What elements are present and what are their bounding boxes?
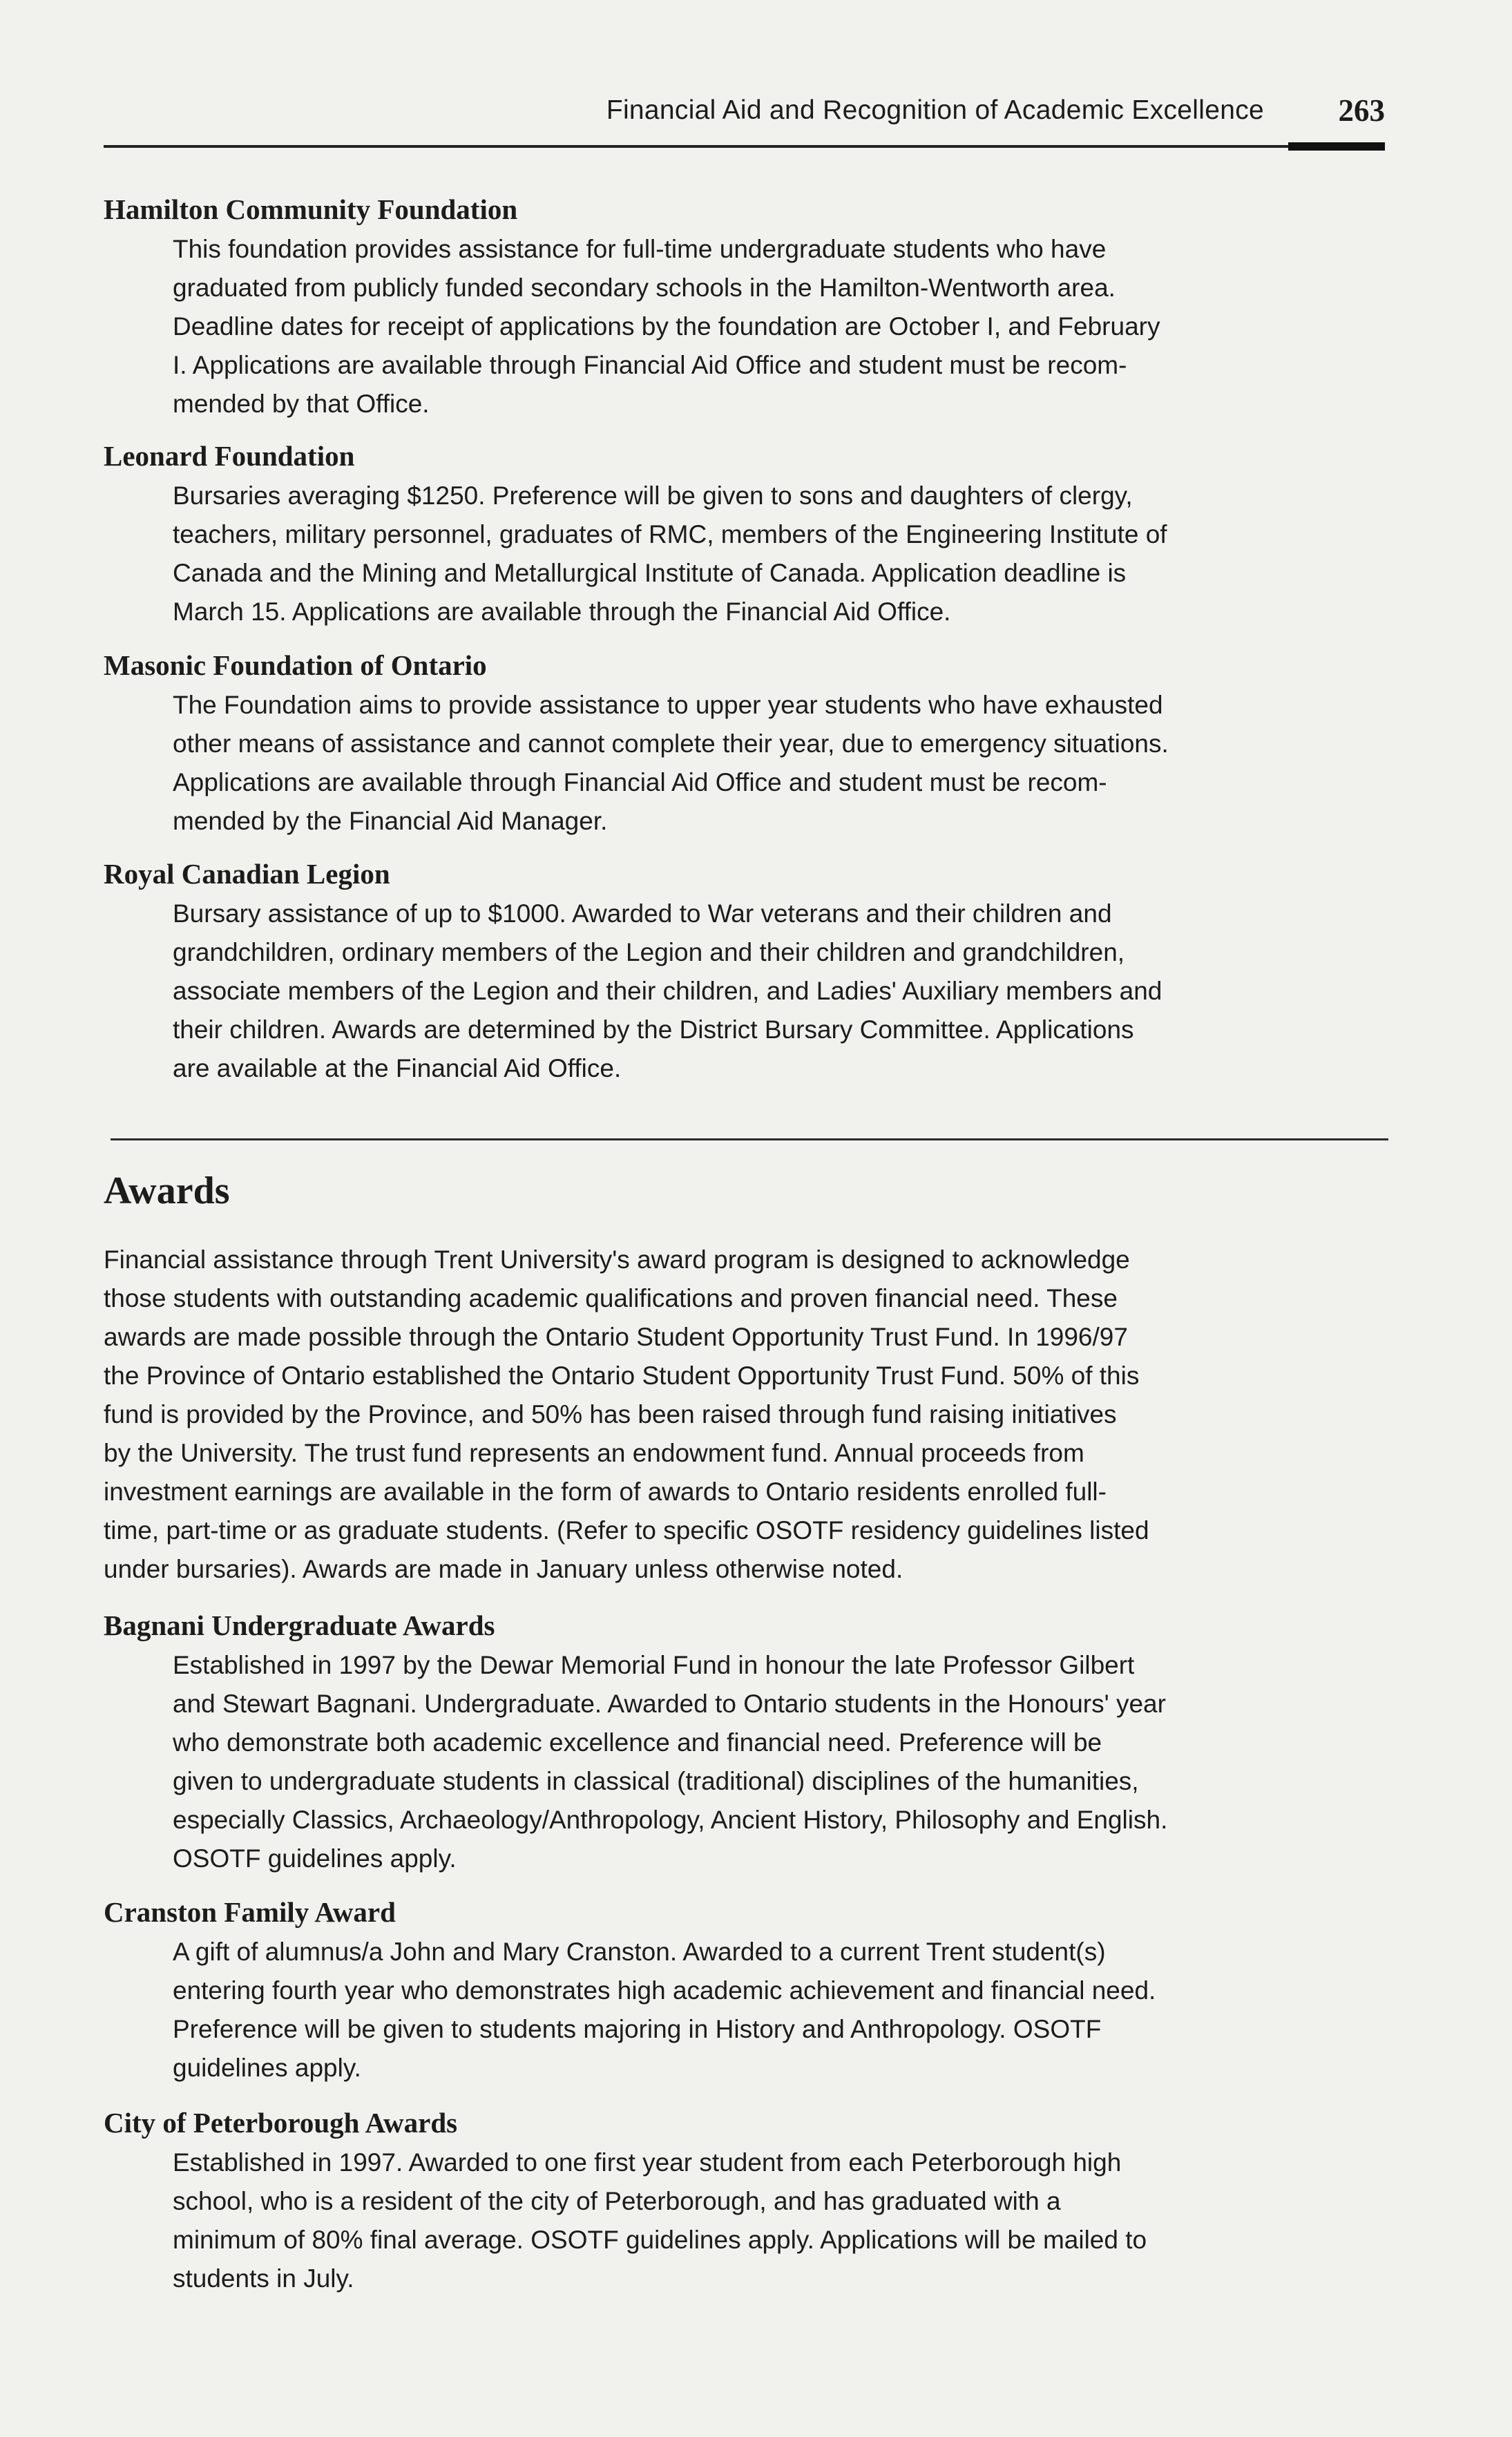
entry-title: Masonic Foundation of Ontario [104, 649, 487, 681]
entry-title: Royal Canadian Legion [104, 858, 390, 890]
entry-cranston-family-award [104, 1893, 1402, 2087]
running-header [104, 95, 1385, 137]
entry-leonard-foundation [104, 437, 1402, 631]
entry-body: Bursaries averaging $1250. Preference will be given to sons and daughters of clergy, teachers, military personnel, graduates of RMC, members of the Engineering Institute of Canada and the Mining and Metallurgical Institute of Canada. Application deadline is March 15. Applications are available through the Financial Aid Office. [173, 481, 1167, 626]
entry-title: Hamilton Community Foundation [104, 193, 518, 225]
entry-title: Cranston Family Award [104, 1896, 396, 1928]
entry-body: A gift of alumnus/a John and Mary Cranston. Awarded to a current Trent student(s) entering fourth year who demonstrates high academic achievement and financial need. Preference will be given to students majoring in History and Anthropology. OSOTF guidelines apply. [173, 1938, 1156, 2082]
section-divider [111, 1138, 1388, 1140]
entry-hamilton-community-foundation [104, 190, 1402, 423]
entry-body: The Foundation aims to provide assistance to upper year students who have exhausted other means of assistance and cannot complete their year, due to emergency situations. Applications are available through Financial Aid Office and student must be recom- mended by the Financial Aid Manager. [173, 691, 1169, 835]
running-title: Financial Aid and Recognition of Academic Excellence [606, 95, 1264, 125]
entry-title: City of Peterborough Awards [104, 2107, 458, 2139]
entry-title: Bagnani Undergraduate Awards [104, 1609, 495, 1641]
entry-title: Leonard Foundation [104, 440, 355, 472]
section-intro: Financial assistance through Trent University's award program is designed to acknowledge those students with outstanding academic qualifications and proven financial need. These awards are made possible through the Ontario Student Opportunity Trust Fund. In 1996/97 the Province of Ontario established the Ontario Student Opportunity Trust Fund. 50% of this fund is provided by the Province, and 50% has been raised through fund raising initiatives by the University. The trust fund represents an endowment fund. Annual proceeds from investment earnings are available in the form of awards to Ontario residents enrolled full- time, part-time or as graduate students. (Refer to specific OSOTF residency guidelines listed under bursaries). Awards are made in January unless otherwise noted. [104, 1245, 1149, 1583]
entry-body: Established in 1997 by the Dewar Memorial Fund in honour the late Professor Gilbert and Stewart Bagnani. Undergraduate. Awarded to Ontario students in the Honours' year who demonstrate both academic excellence and financial need. Preference will be given to undergraduate students in classical (traditional) disciplines of the humanities, especially Classics, Archaeology/Anthropology, Ancient History, Philosophy and English. OSOTF guidelines apply. [173, 1651, 1168, 1873]
entry-body: This foundation provides assistance for full-time undergraduate students who have graduated from publicly funded secondary schools in the Hamilton-Wentworth area. Deadline dates for receipt of applications by the foundation are October I, and February I. Applications are available through Financial Aid Office and student must be recom- mended by that Office. [173, 235, 1160, 418]
header-rule-accent [1288, 142, 1385, 151]
entry-royal-canadian-legion [104, 854, 1402, 1088]
header-rule [104, 145, 1385, 148]
entry-body: Bursary assistance of up to $1000. Awarded to War veterans and their children and grandchildren, ordinary members of the Legion and their children and grandchildren, associate members of the Legion and their children, and Ladies' Auxiliary members and their children. Awards are determined by the District Bursary Committee. Applications are available at the Financial Aid Office. [173, 899, 1162, 1082]
entry-body: Established in 1997. Awarded to one first year student from each Peterborough high school, who is a resident of the city of Peterborough, and has graduated with a minimum of 80% final average. OSOTF guidelines apply. Applications will be mailed to students in July. [173, 2148, 1147, 2293]
section-heading-awards: Awards [104, 1169, 230, 1212]
entry-masonic-foundation [104, 646, 1402, 841]
entry-bagnani-undergraduate-awards [104, 1606, 1402, 1878]
page-number: 263 [1338, 93, 1385, 128]
entry-city-of-peterborough-awards [104, 2103, 1402, 2298]
